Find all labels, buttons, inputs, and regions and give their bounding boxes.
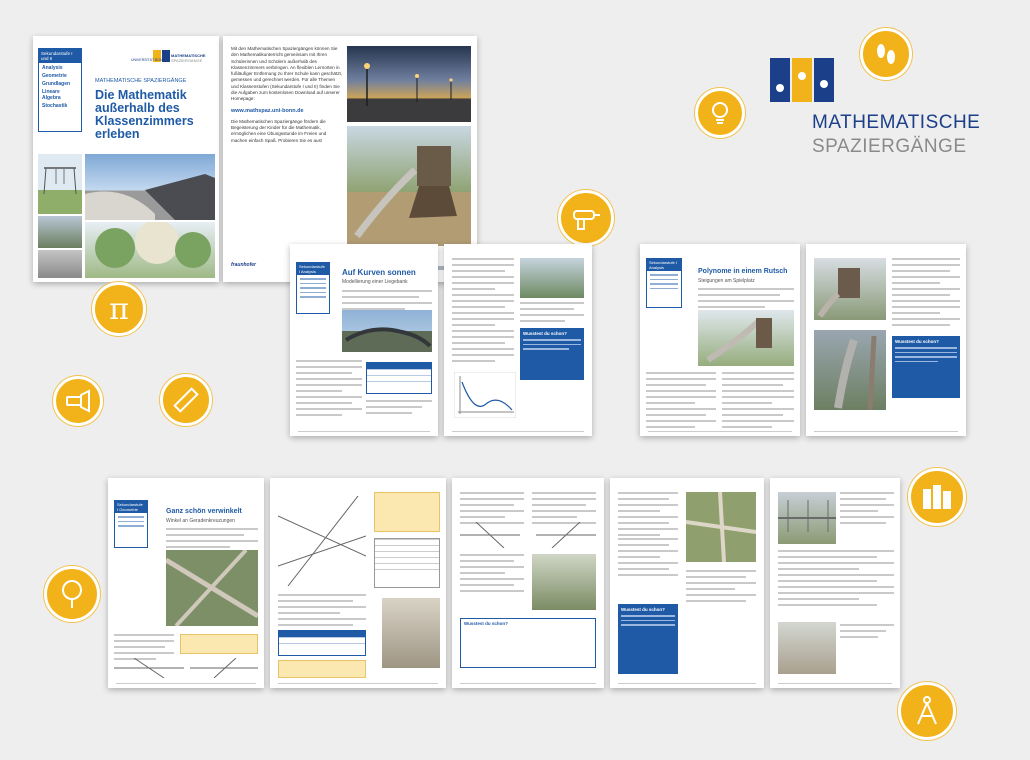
swing-drawing	[38, 154, 82, 214]
worksheet-kurven-title: Auf Kurven sonnen	[342, 268, 416, 277]
ruler-icon	[160, 374, 212, 426]
wusstest-panel-4: Wusstest du schon?	[618, 604, 678, 674]
cover-logo	[131, 50, 213, 64]
logo-word-mathematische: MATHEMATISCHE	[812, 112, 981, 133]
photo-skatepark	[85, 154, 215, 220]
topic-sidebar	[38, 48, 82, 132]
skate-drawing	[85, 154, 215, 220]
worksheet-polynome-sidebox	[646, 258, 682, 308]
worksheet-kurven-page2	[444, 244, 592, 436]
worksheet-p6-photo	[382, 598, 440, 668]
worksheet-p6-grid	[374, 538, 440, 588]
worksheet-verwinkelt-hint	[180, 634, 258, 654]
worksheet-p7-photo	[532, 554, 596, 610]
cover-title: Die Mathematik außerhalb des Klassenzimmers erleben	[95, 88, 194, 141]
worksheet-polynome-subtitle: Steigungen am Spielplatz	[698, 278, 755, 284]
worksheet-verwinkelt	[108, 478, 264, 688]
tree-icon	[44, 566, 100, 622]
photo-pier-sunset	[347, 46, 471, 122]
back-url[interactable]: www.mathspaz.uni-bonn.de	[231, 107, 304, 114]
worksheet-verwinkelt-diagram	[114, 658, 258, 678]
lightbulb-icon	[695, 88, 745, 138]
worksheet-verwinkelt-sidebox	[114, 500, 148, 548]
topic-grundlagen: Grundlagen	[42, 81, 71, 87]
worksheet-p7-diagrams	[460, 522, 596, 548]
worksheet-kurven-photo	[342, 310, 432, 352]
worksheet-p6-lines	[278, 496, 366, 586]
tree-drawing	[85, 222, 215, 278]
worksheet-p9-photo-a	[778, 492, 836, 544]
worksheet-p6-table	[278, 630, 366, 656]
brand-logo	[730, 58, 981, 176]
worksheet-p9-photo-b	[778, 622, 836, 674]
worksheet-p6-box-b	[278, 660, 366, 678]
photo-trees	[85, 222, 215, 278]
worksheet-p6-box-a	[374, 492, 440, 532]
back-sponsor: fraunhofer	[231, 262, 256, 268]
wusstest-panel-1: Wusstest du schon?	[520, 328, 584, 380]
cover-logo-uni: UNIVERSITÄT BONN	[131, 58, 166, 62]
back-closing: Die Mathematischen Spaziergänge fördern die Begeisterung der Kinder für die Mathematik, ermöglichen eine Übungsstunde im Freien und machen einfach Spaß. Probieren Sie es aus!	[231, 118, 327, 143]
pier-drawing	[347, 46, 471, 122]
worksheet-kurven-subtitle: Modellierung einer Liegebank	[342, 279, 408, 285]
worksheet-kurven	[290, 244, 438, 436]
sidebox-header: Sekundarstufe I Analysis	[647, 259, 681, 271]
sidebox-header: Sekundarstufe I Geometrie	[115, 501, 147, 513]
worksheet-polynome-photo	[698, 310, 794, 366]
topic-lineare-algebra: Lineare Algebra	[42, 89, 61, 101]
flashlight-icon	[53, 376, 103, 426]
topic-stochastik: Stochastik	[42, 103, 68, 109]
worksheet-winkel-page4	[610, 478, 764, 688]
wusstest-panel-2: Wusstest du schon?	[892, 336, 960, 398]
worksheet-winkel-page5	[770, 478, 900, 688]
water-pistol-icon	[558, 190, 614, 246]
photo-benches	[38, 216, 82, 248]
worksheet-kurven-sidebox	[296, 262, 330, 314]
cover-logo-word1: MATHEMATISCHE	[171, 53, 206, 58]
cover-logo-word2: SPAZIERGÄNGE	[171, 58, 203, 63]
sidebox-header: Sekundarstufe I Analysis	[297, 263, 329, 275]
worksheet-p8-photo	[686, 492, 756, 562]
worksheet-winkel-page3	[452, 478, 604, 688]
worksheet-winkel-page2	[270, 478, 446, 688]
worksheet-polynome-page2	[806, 244, 966, 436]
worksheet-polynome	[640, 244, 800, 436]
worksheet-p4-photo-b	[814, 330, 886, 410]
wusstest-panel-3: Wusstest du schon?	[460, 618, 596, 668]
worksheet-polynome-title: Polynome in einem Rutsch	[698, 268, 788, 275]
back-intro: Mit den Mathematischen Spaziergängen können Sie den Mathematikunterricht gemeinsam mit Ihren Schülerinnen und Schülern außerhalb des Klassenzimmers verbringen. An flexiblen Lernorten in fußläufiger Entfernung zu Ihrer Schule kann geschätzt, gemessen und gerechnet werden. Für alle Themen und Klassenstufen (Sekundarstufe I und II) finden Sie die Aufgaben zum kostenlosen Download auf unserer Homepage:	[231, 46, 343, 102]
logo-word-spaziergaenge: SPAZIERGÄNGE	[812, 136, 967, 157]
topic-geometrie: Geometrie	[42, 73, 67, 79]
brochure-cover	[33, 36, 219, 282]
chess-icon	[908, 468, 966, 526]
photo-playground-slide	[347, 126, 471, 246]
topic-header: Sekundarstufe I und II	[39, 49, 81, 63]
worksheet-p4-photo-a	[814, 258, 886, 320]
pi-icon: π	[92, 282, 146, 336]
back-text-column	[231, 46, 343, 144]
worksheet-verwinkelt-aerial	[166, 550, 258, 626]
compass-icon	[898, 682, 956, 740]
worksheet-p2-graph	[454, 372, 516, 418]
footprints-icon	[860, 28, 912, 80]
worksheet-kurven-table	[366, 362, 432, 394]
slide-drawing	[347, 126, 471, 246]
photo-path	[38, 250, 82, 278]
cover-caption: MATHEMATISCHE SPAZIERGÄNGE	[95, 78, 187, 84]
worksheet-verwinkelt-subtitle: Winkel an Geradenkreuzungen	[166, 518, 235, 524]
topic-analysis: Analysis	[42, 65, 63, 71]
photo-swings	[38, 154, 82, 214]
worksheet-verwinkelt-title: Ganz schön verwinkelt	[166, 508, 242, 515]
worksheet-p2-photo	[520, 258, 584, 298]
logo-mark	[740, 58, 860, 108]
